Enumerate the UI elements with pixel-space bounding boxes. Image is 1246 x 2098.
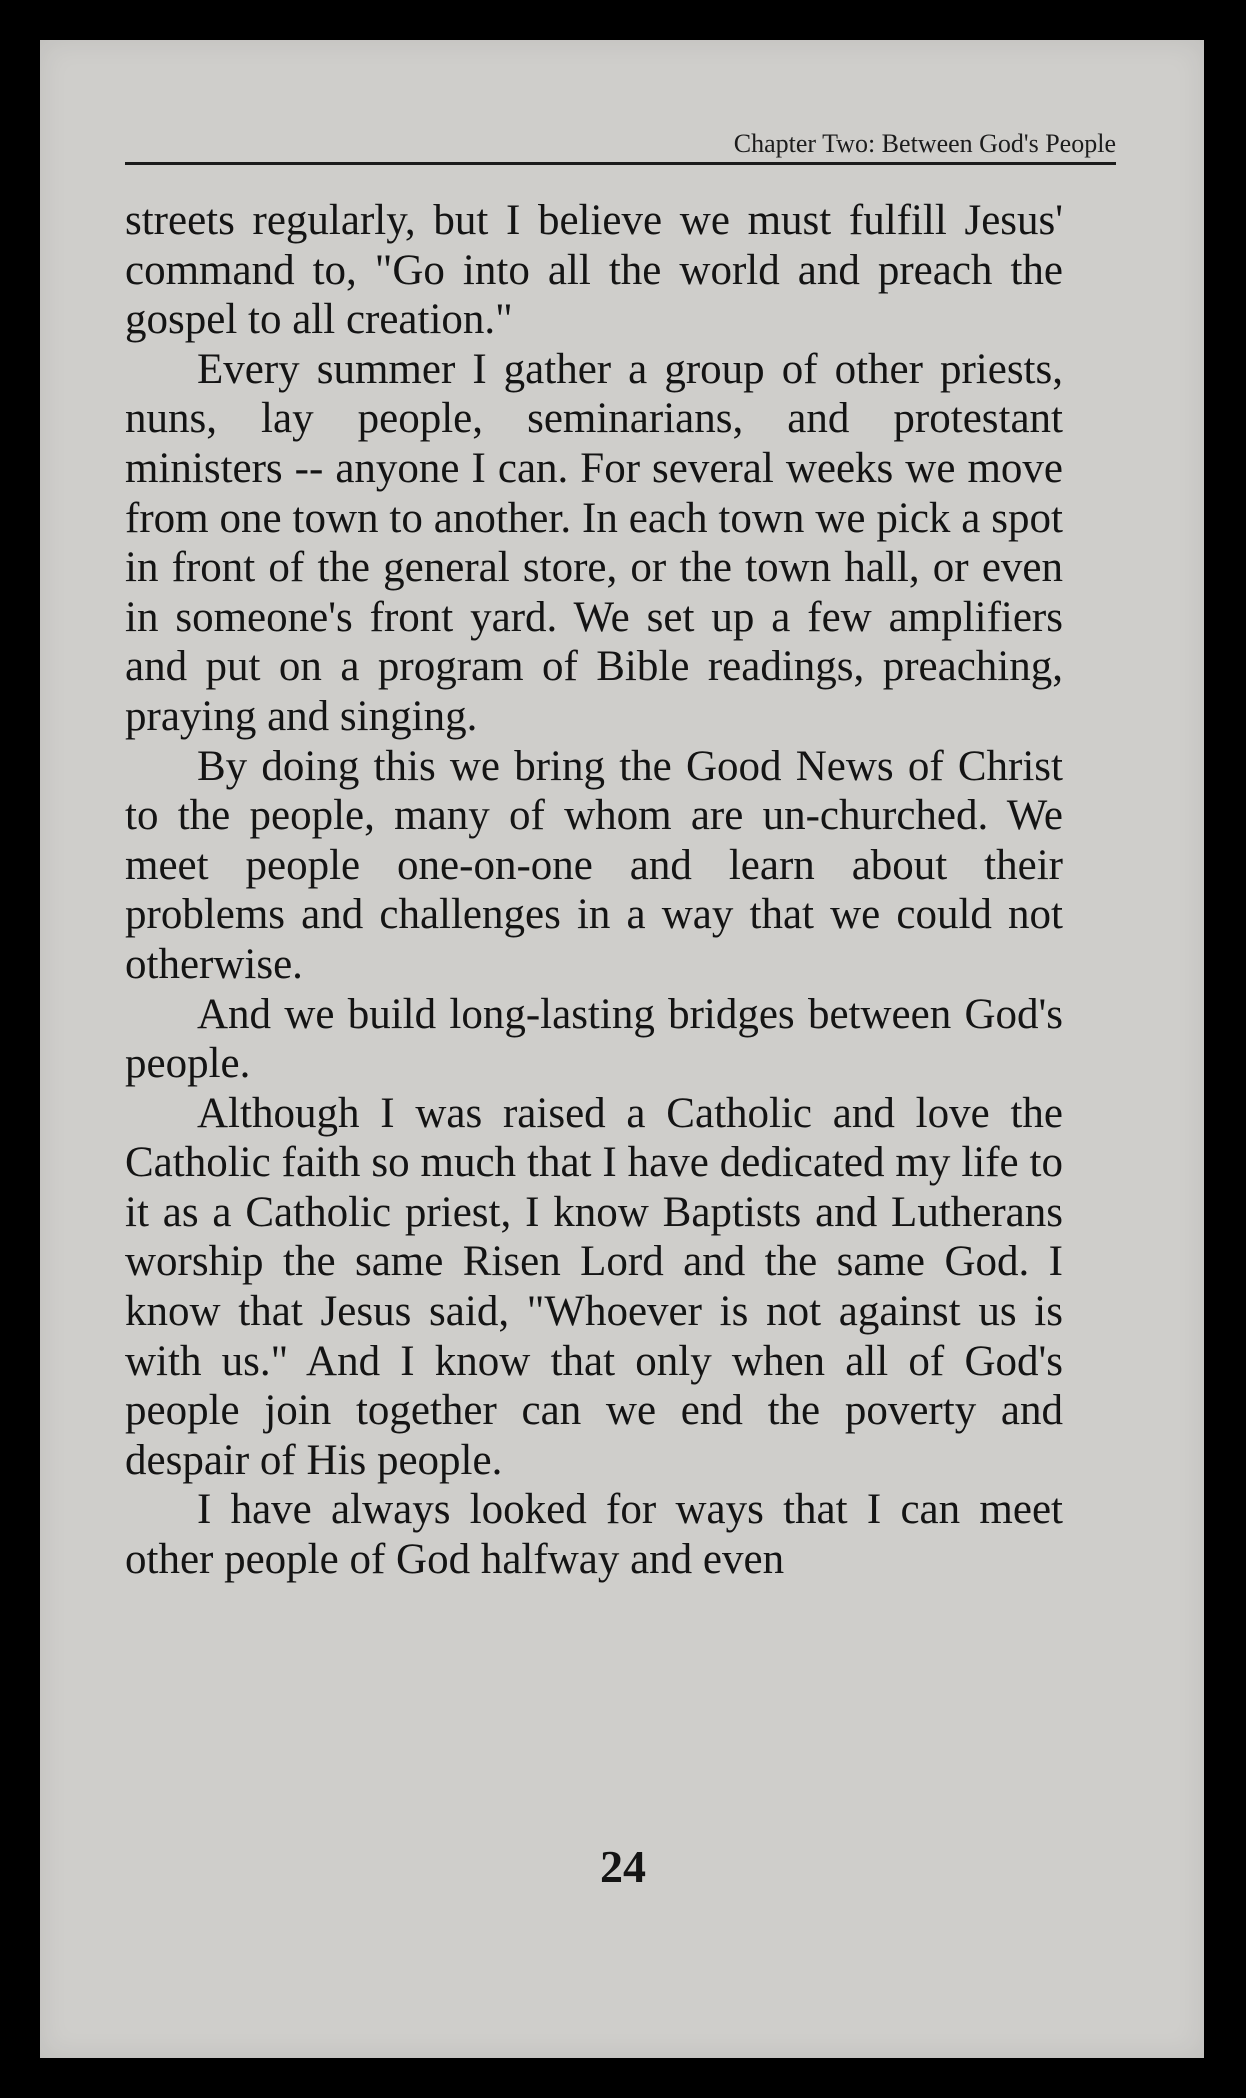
running-header: [125, 92, 1116, 165]
body-text: [125, 196, 1063, 1585]
page-number: 24: [600, 1841, 646, 1892]
paragraph: I have always looked for ways that I can meet other people of God halfway and even: [125, 1486, 1063, 1584]
paragraph: And we build long-lasting bridges between God's people.: [125, 990, 1063, 1088]
paragraph: Every summer I gather a group of other priests, nuns, lay people, seminarians, and protestant ministers -- anyone I can. For several weeks we move from one town to another. In each town we pick a spot in front of the general store, or the town hall, or even in someone's front yard. We set up a few amplifiers and put on a program of Bible readings, preaching, praying and singing.: [125, 345, 1063, 740]
paragraph: Although I was raised a Catholic and love the Catholic faith so much that I have dedicated my life to it as a Catholic priest, I know Baptists and Lutherans worship the same Risen Lord and the same God. I know that Jesus said, "Whoever is not against us is with us." And I know that only when all of God's people join together can we end the poverty and despair of His people.: [125, 1089, 1063, 1484]
paragraph: By doing this we bring the Good News of Christ to the people, many of whom are un-churched. We meet people one-on-one and learn about their problems and challenges in a way that we could not otherwise.: [125, 742, 1063, 988]
chapter-title: Chapter Two: Between God's People: [733, 129, 1116, 158]
paragraph: streets regularly, but I believe we must fulfill Jesus' command to, "Go into all the world and preach the gospel to all creation.": [125, 197, 1063, 344]
